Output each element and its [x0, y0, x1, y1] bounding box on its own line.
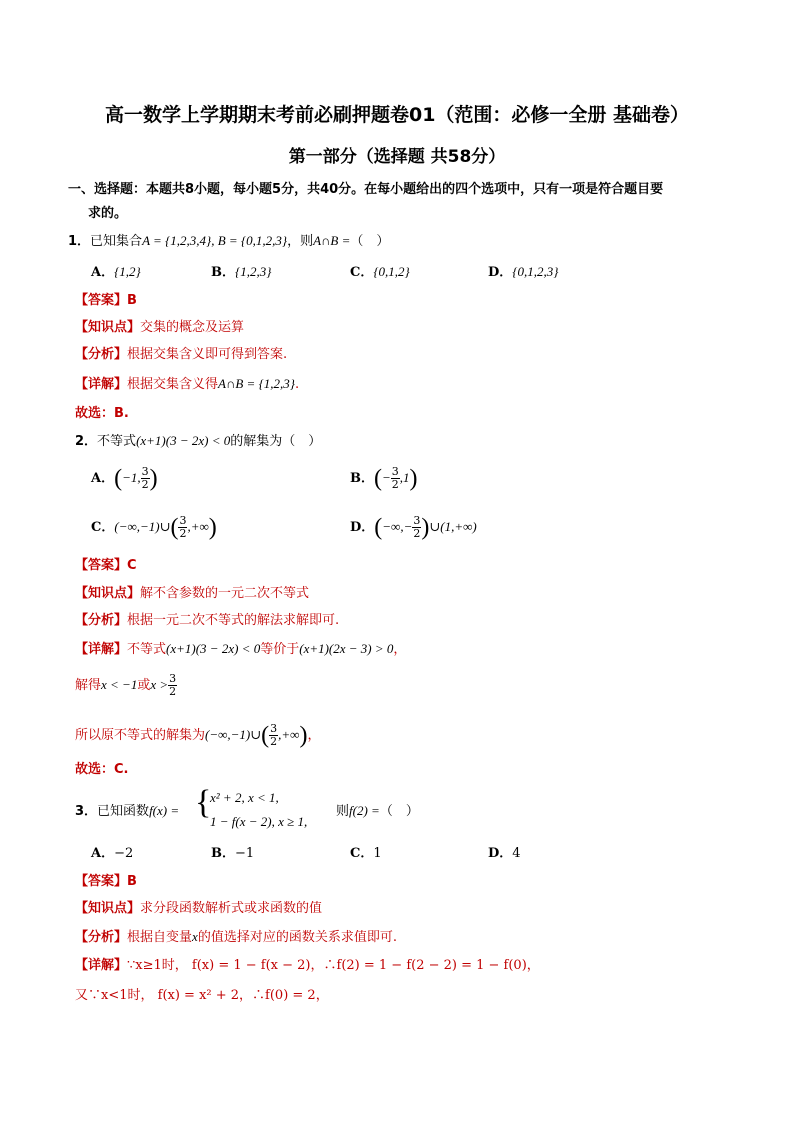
- q2-conclusion: 故选：C.: [75, 762, 129, 777]
- question-number: 1．: [68, 234, 91, 249]
- q3-option-a: A．−2: [91, 846, 134, 861]
- q2-solve: 解得x < −1或x > $\frac{3}{2}$: [75, 672, 177, 698]
- piecewise-brace: {: [195, 784, 212, 821]
- question-1-stem: 1．已知集合A = {1,2,3,4}, B = {0,1,2,3}，则A∩B =（ ）: [68, 233, 390, 249]
- q2-option-a: A．(−1, $\frac{3}{2}$ ): [91, 465, 158, 492]
- q1-option-a: A．{1,2}: [91, 264, 141, 280]
- q3-option-c: C．1: [350, 846, 382, 861]
- q2-option-d: D．(−∞,− $\frac{3}{2}$ )∪(1,+∞): [350, 514, 477, 541]
- section-intro-cont: 求的。: [88, 206, 128, 221]
- q3-option-b: B．−1: [211, 846, 255, 861]
- q2-analysis: 【分析】根据一元二次不等式的解法求解即可.: [75, 613, 340, 628]
- part-heading: 第一部分（选择题 共58分）: [288, 147, 506, 167]
- page-title: 高一数学上学期期末考前必刷押题卷01（范围：必修一全册 基础卷）: [104, 104, 690, 126]
- q2-answer: 【答案】C: [75, 558, 137, 573]
- q1-detail: 【详解】根据交集含义得A∩B = {1,2,3}.: [75, 376, 300, 392]
- question-3-stem: 3．已知函数f(x) =: [75, 803, 180, 819]
- q2-result: 所以原不等式的解集为(−∞,−1)∪( $\frac{3}{2}$ ,+∞)，: [75, 722, 321, 749]
- q3-detail: 【详解】∵x≥1时， f(x) = 1 − f(x − 2)，∴f(2) = 1 − f(2 − 2) = 1 − f(0)，: [75, 958, 540, 973]
- q3-option-d: D．4: [488, 846, 521, 861]
- q2-detail: 【详解】不等式(x+1)(3 − 2x) < 0等价于(x+1)(2x − 3) > 0，: [75, 641, 407, 657]
- q3-knowledge: 【知识点】求分段函数解析式或求函数的值: [75, 901, 323, 916]
- q3-answer: 【答案】B: [75, 874, 137, 889]
- q2-knowledge: 【知识点】解不含参数的一元二次不等式: [75, 586, 310, 601]
- q3-detail-cont: 又∵x<1时， f(x) = x² + 2，∴f(0) = 2，: [75, 988, 329, 1003]
- q3-stem-tail: 则f(2) =（ ）: [336, 803, 419, 819]
- q2-option-c: C．(−∞,−1)∪( $\frac{3}{2}$ ,+∞): [91, 514, 217, 541]
- q1-option-b: B．{1,2,3}: [211, 264, 272, 280]
- section-intro: 一、选择题：本题共8小题，每小题5分，共40分。在每小题给出的四个选项中，只有一项是符合题目要: [68, 182, 664, 197]
- q3-case-1: x² + 2, x < 1,: [210, 790, 279, 805]
- q1-conclusion: 故选：B.: [75, 406, 129, 421]
- q3-case-2: 1 − f(x − 2), x ≥ 1,: [210, 814, 308, 829]
- q1-option-d: D．{0,1,2,3}: [488, 264, 559, 280]
- q1-answer: 【答案】B: [75, 293, 137, 308]
- q1-option-c: C．{0,1,2}: [350, 264, 410, 280]
- question-2-stem: 2．不等式(x+1)(3 − 2x) < 0的解集为（ ）: [75, 433, 322, 449]
- q1-analysis: 【分析】根据交集含义即可得到答案.: [75, 347, 288, 362]
- q1-knowledge: 【知识点】交集的概念及运算: [75, 320, 245, 335]
- q2-option-b: B．(− $\frac{3}{2}$ ,1): [350, 465, 418, 492]
- q3-analysis: 【分析】根据自变量x的值选择对应的函数关系求值即可.: [75, 929, 397, 945]
